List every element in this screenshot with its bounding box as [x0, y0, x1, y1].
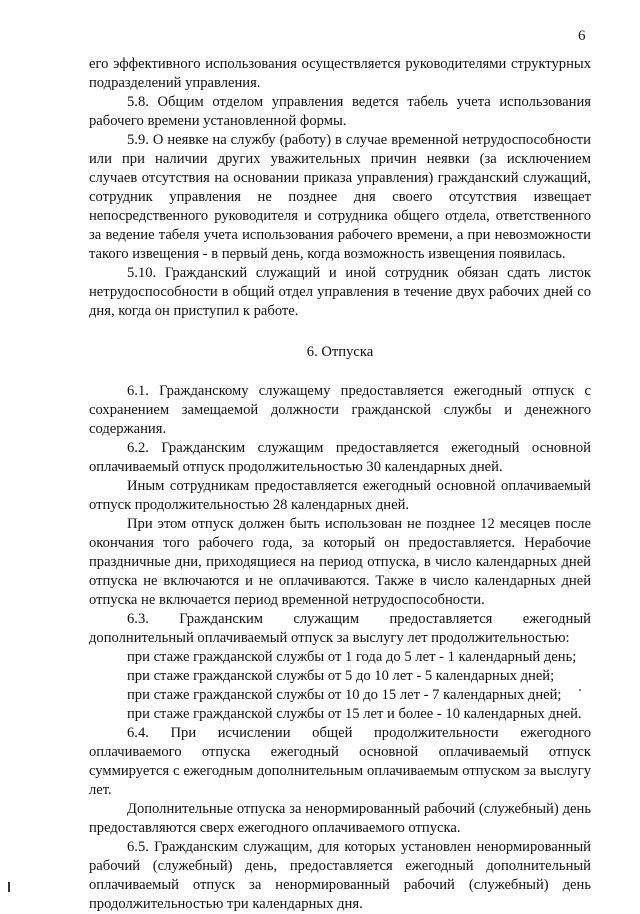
paragraph: 6.3. Гражданским служащим предоставляется ежегодный дополнительный оплачиваемый отпуск за выслугу лет продолжительностью: — [89, 611, 591, 646]
paragraph: 6.5. Гражданским служащим, для которых установлен ненормированный рабочий (служебный) день, предоставляется ежегодный дополнительный оплачиваемый отпуск за ненормированный рабочий (служебный) день продолжительностью три календарных дня. — [89, 839, 591, 912]
paragraph: при стаже гражданской службы от 15 лет и более - 10 календарных дней. — [127, 706, 582, 722]
paragraph: 5.10. Гражданский служащий и иной сотрудник обязан сдать листок нетрудоспособности в общий отдел управления в течение двух рабочих дней со дня, когда он приступил к работе. — [89, 265, 591, 319]
scan-margin-mark — [8, 882, 10, 892]
paragraph: при стаже гражданской службы от 10 до 15 лет - 7 календарных дней; — [127, 687, 562, 703]
paragraph: его эффективного использования осуществляется руководителями структурных подразделений управления. — [89, 56, 591, 91]
page-number: 6 — [578, 28, 586, 44]
paragraph: 6.1. Гражданскому служащему предоставляется ежегодный отпуск с сохранением замещаемой должности гражданской службы и денежного содержания. — [89, 383, 591, 437]
section-heading: 6. Отпуска — [306, 344, 374, 360]
paragraph: при стаже гражданской службы от 1 года до 5 лет - 1 календарный день; — [127, 649, 577, 665]
document-body — [89, 55, 591, 914]
paragraph: 6.4. При исчислении общей продолжительности ежегодного оплачиваемого отпуска ежегодный основной оплачиваемый отпуск суммируется с ежегодным дополнительным оплачиваемым отпуском за выслугу лет. — [89, 725, 591, 798]
paragraph: Дополнительные отпуска за ненормированный рабочий (служебный) день предоставляются сверх ежегодного оплачиваемого отпуска. — [89, 801, 591, 836]
paragraph: 6.2. Гражданским служащим предоставляется ежегодный основной оплачиваемый отпуск продолжительностью 30 календарных дней. — [89, 440, 591, 475]
paragraph: 5.9. О неявке на службу (работу) в случае временной нетрудоспособности или при наличии других уважительных причин неявки (за исключением случаев отсутствия на основании приказа управления) гражданский служащий, сотрудник управления не позднее дня своего отсутствия извещает непосредственного руководителя и сотрудника общего отдела, ответственного за ведение табеля учета использования рабочего времени, а при невозможности такого извещения - в первый день, когда возможность извещения появилась. — [89, 132, 591, 262]
scan-speck — [579, 689, 581, 691]
section-6-body — [89, 382, 591, 914]
paragraph: при стаже гражданской службы от 5 до 10 лет - 5 календарных дней; — [127, 668, 555, 684]
paragraph: 5.8. Общим отделом управления ведется табель учета использования рабочего времени установленной формы. — [89, 94, 591, 129]
section-5-continuation — [89, 55, 591, 321]
paragraph: Иным сотрудникам предоставляется ежегодный основной оплачиваемый отпуск продолжительностью 28 календарных дней. — [89, 478, 591, 513]
paragraph: При этом отпуск должен быть использован не позднее 12 месяцев после окончания того рабочего года, за который он предоставляется. Нерабочие праздничные дни, приходящиеся на период отпуска, в число календарных дней отпуска не включаются и не оплачиваются. Также в число календарных дней отпуска не включается период временной нетрудоспособности. — [89, 516, 591, 608]
